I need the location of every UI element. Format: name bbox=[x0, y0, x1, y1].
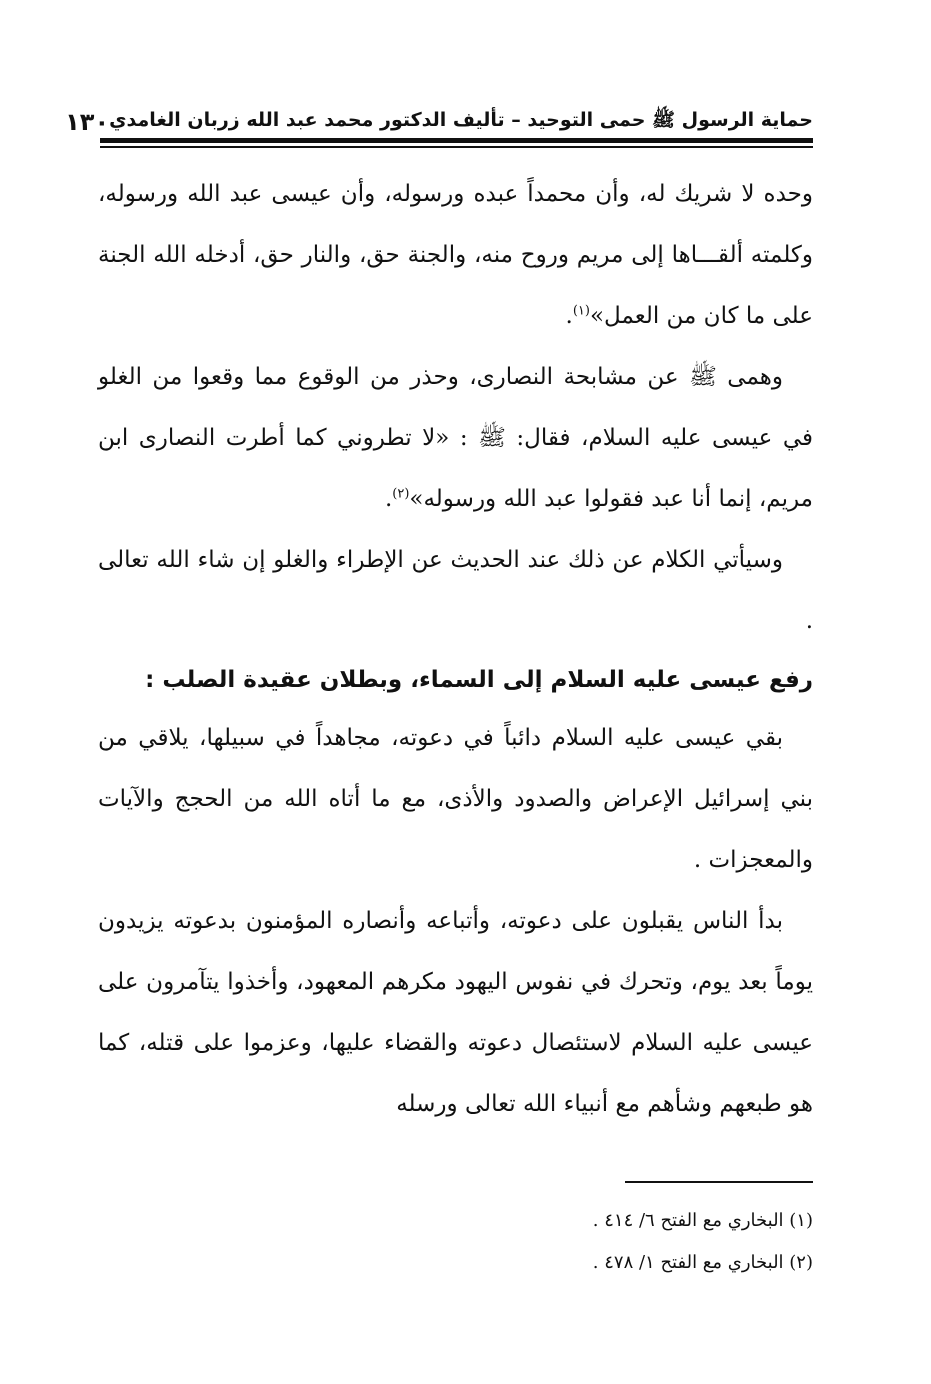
paragraph-5: بدأ الناس يقبلون على دعوته، وأتباعه وأنصاره المؤمنون بدعوته يزيدون يوماً بعد يوم، وتحرك في نفوس اليهود مكرهم المعهود، وأخذوا يتآمرون على عيسى عليه السلام لاستئصال دعوته والقضاء عليها، وعزموا على قتله، كما هو طبعهم وشأهم مع أنبياء الله تعالى ورسله bbox=[98, 908, 813, 1117]
running-header bbox=[65, 96, 813, 136]
paragraph-1-text: وحده لا شريك له، وأن محمداً عبده ورسوله، وأن عيسى عبد الله ورسوله، وكلمته ألقـــاها إلى مريم وروح منه، والجنة حق، والنار حق، أدخله الله الجنة على ما كان من العمل» bbox=[98, 181, 813, 329]
running-title: حماية الرسول ﷺ حمى التوحيد – تأليف الدكتور محمد عبد الله زربان الغامدي bbox=[109, 109, 813, 131]
header-rule-thick bbox=[100, 138, 813, 143]
paragraph-2 bbox=[98, 347, 813, 530]
paragraph-2-end: . bbox=[384, 486, 393, 512]
paragraph-4: بقي عيسى عليه السلام دائباً في دعوته، مجاهداً في سبيلها، يلاقي من بني إسرائيل الإعراض والصدود والأذى، مع ما أتاه الله من الحجج والآيات والمعجزات . bbox=[98, 725, 813, 873]
body-text bbox=[98, 164, 813, 1135]
footnote-ref-2: (٢) bbox=[392, 486, 410, 502]
page-number: ١٣٠ bbox=[65, 108, 110, 136]
header-rule-thin bbox=[100, 146, 813, 148]
paragraph-2-text: وهمى ﷺ عن مشابحة النصارى، وحذر من الوقوع مما وقعوا من الغلو في عيسى عليه السلام، فقال: ﷺ : «لا تطروني كما أطرت النصارى ابن مريم، إنما أنا عبد فقولوا عبد الله ورسوله» bbox=[98, 364, 813, 512]
section-heading: رفع عيسى عليه السلام إلى السماء، وبطلان عقيدة الصلب : bbox=[145, 667, 813, 693]
footnote-1: (١) البخاري مع الفتح ٦/ ٤١٤ . bbox=[592, 1210, 813, 1231]
footnote-ref-1: (١) bbox=[572, 303, 590, 319]
paragraph-1-end: . bbox=[565, 303, 573, 329]
paragraph-1 bbox=[98, 164, 813, 347]
paragraph-3: وسيأتي الكلام عن ذلك عند الحديث عن الإطراء والغلو إن شاء الله تعالى . bbox=[98, 547, 813, 634]
footnotes bbox=[98, 1200, 813, 1284]
footnote-2: (٢) البخاري مع الفتح ١/ ٤٧٨ . bbox=[592, 1252, 813, 1273]
footnote-separator bbox=[625, 1181, 813, 1183]
